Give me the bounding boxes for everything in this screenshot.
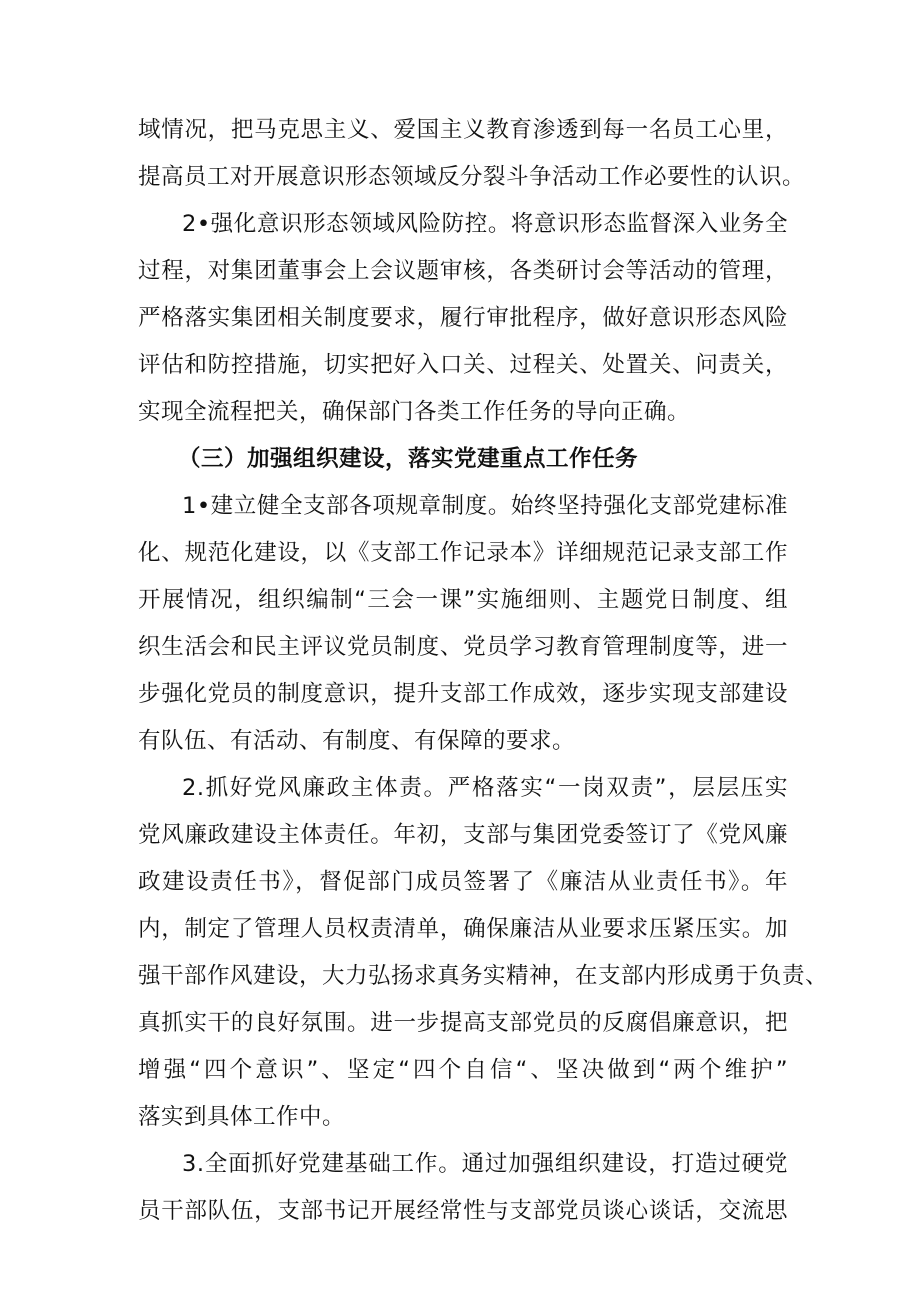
paragraph-first-line: 2•强化意识形态领域风险防控。将意识形态监督深入业务全 — [182, 211, 788, 237]
text-line: 域情况，把马克思主义、爱国主义教育渗透到每一名员工心里， — [138, 117, 788, 143]
text-line: 严格落实集团相关制度要求，履行审批程序，做好意识形态风险 — [138, 305, 788, 331]
text-line: 政建设责任书》，督促部门成员签署了《廉洁从业责任书》。年 — [138, 869, 788, 895]
text-line: 内，制定了管理人员权责清单，确保廉洁从业要求压紧压实。加 — [138, 916, 788, 942]
paragraph-first-line: 3.全面抓好党建基础工作。通过加强组织建设，打造过硬党 — [182, 1151, 788, 1177]
text-line: 党风廉政建设主体责任。年初，支部与集团党委签订了《党风廉 — [138, 822, 788, 848]
text-line: 强干部作风建设，大力弘扬求真务实精神，在支部内形成勇于负责、 — [138, 963, 829, 989]
text-line: 落实到具体工作中。 — [138, 1104, 346, 1130]
paragraph-first-line: 1•建立健全支部各项规章制度。始终坚持强化支部党建标准 — [182, 493, 788, 519]
text-line: 增强“四个意识”、坚定“四个自信“、坚决做到“两个维护” — [138, 1057, 788, 1083]
text-line: 步强化党员的制度意识，提升支部工作成效，逐步实现支部建设 — [138, 681, 788, 707]
text-line: 员干部队伍，支部书记开展经常性与支部党员谈心谈话，交流思 — [138, 1198, 788, 1224]
text-line: 过程，对集团董事会上会议题审核，各类研讨会等活动的管理， — [138, 258, 788, 284]
section-heading: （三）加强组织建设，落实党建重点工作任务 — [178, 446, 639, 472]
text-line: 提高员工对开展意识形态领域反分裂斗争活动工作必要性的认识。 — [138, 164, 806, 190]
text-line: 真抓实干的良好氛围。进一步提高支部党员的反腐倡廉意识，把 — [138, 1010, 788, 1036]
paragraph-first-line: 2.抓好党风廉政主体责。严格落实“一岗双责”，层层压实 — [182, 775, 788, 801]
text-line: 织生活会和民主评议党员制度、党员学习教育管理制度等，进一 — [138, 634, 788, 660]
text-line: 开展情况，组织编制“三会一课”实施细则、主题党日制度、组 — [138, 587, 788, 613]
text-line: 有队伍、有活动、有制度、有保障的要求。 — [138, 728, 576, 754]
text-line: 评估和防控措施，切实把好入口关、过程关、处置关、问责关， — [138, 352, 788, 378]
text-line: 化、规范化建设，以《支部工作记录本》详细规范记录支部工作 — [138, 540, 788, 566]
text-line: 实现全流程把关，确保部门各类工作任务的导向正确。 — [138, 399, 691, 425]
